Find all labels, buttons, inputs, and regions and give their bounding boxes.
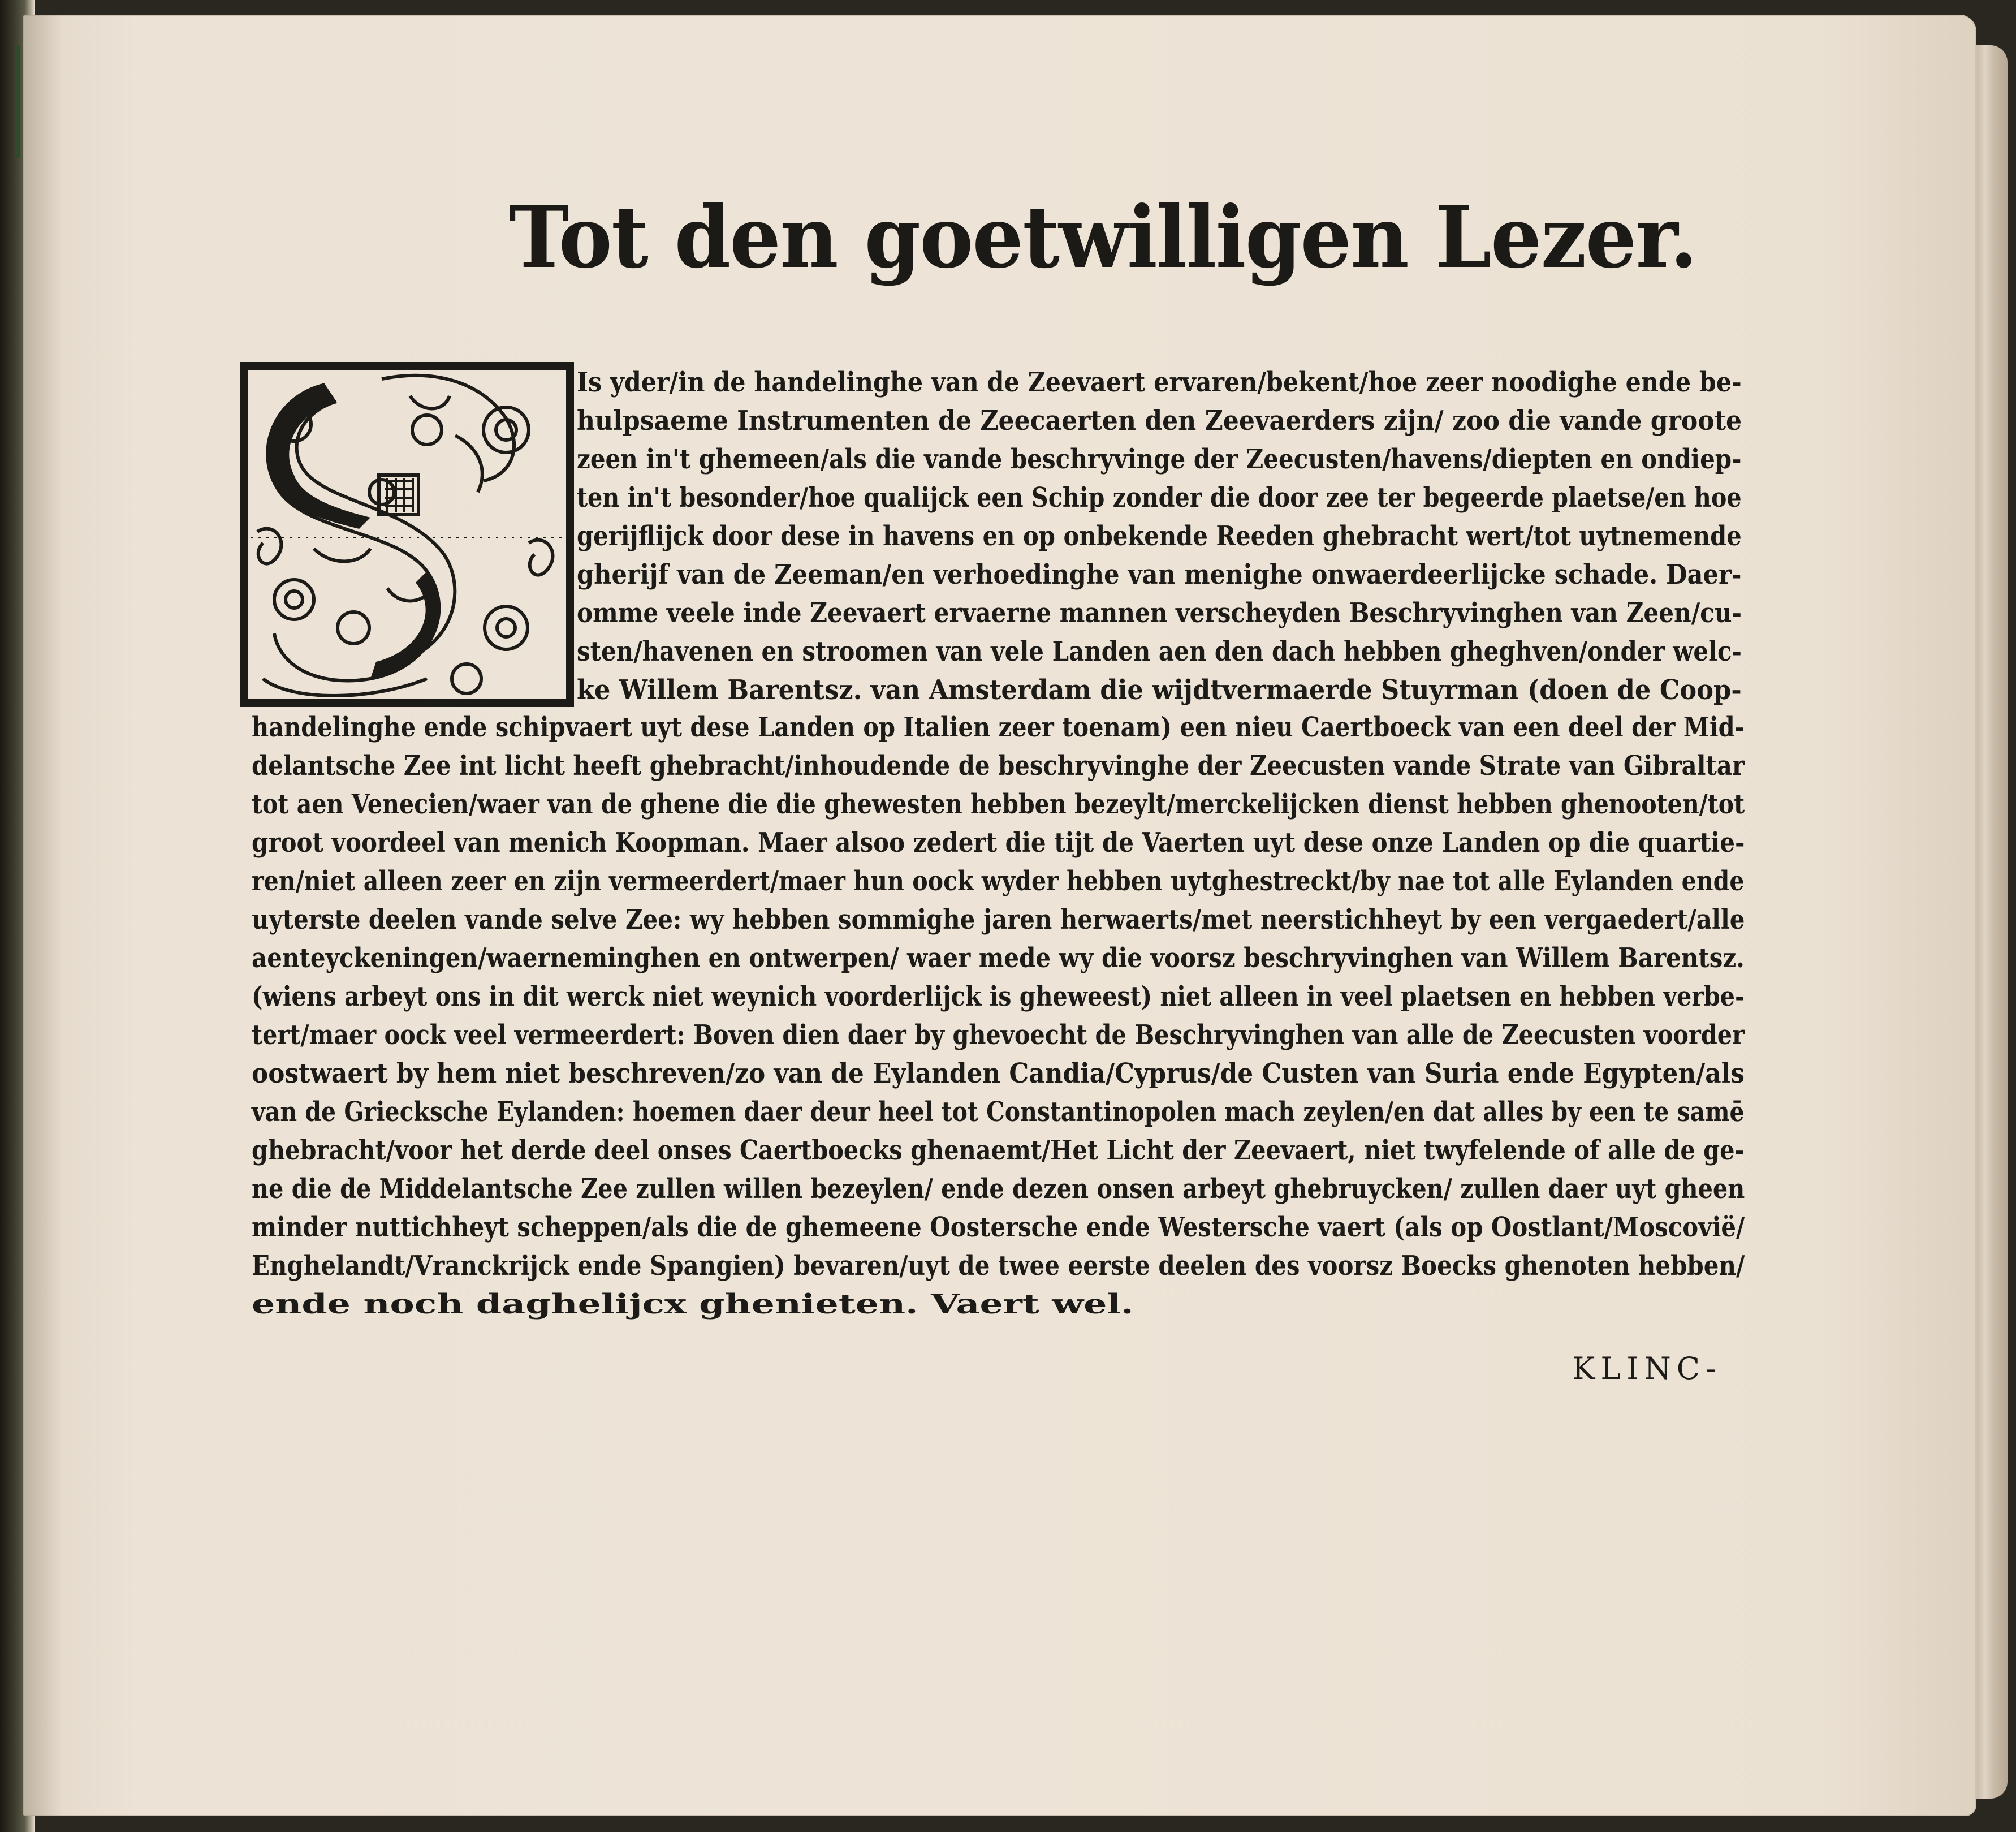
text-line: Enghelandt/Vranckrijck ende Spangien) bevaren/uyt de twee eerste deelen des voorsz Boecks ghenoten hebben/ [252,1250,1745,1282]
text-line: uyterste deelen vande selve Zee: wy hebben sommighe jaren herwaerts/met neerstichheyt by een vergaedert/alle [252,904,1745,936]
text-line: ende noch daghelijcx ghenieten. Vaert wel. [252,1288,1134,1320]
text-line: gherijf van de Zeeman/en verhoedinghe van menighe onwaerdeerlijcke schade. Daer- [577,559,1742,590]
text-line: minder nuttichheyt scheppen/als die de ghemeene Oostersche ende Westersche vaert (als op Oostlant/Moscovië/ [252,1212,1745,1243]
text-line: groot voordeel van menich Koopman. Maer alsoo zedert die tijt de Vaerten uyt dese onze Landen op die quartie- [252,827,1745,859]
text-line: ne die de Middelantsche Zee zullen willen bezeylen/ ende dezen onsen arbeyt ghebruycken/ zullen daer uyt gheen [252,1173,1745,1205]
text-line: ten in't besonder/hoe qualijck een Schip zonder die door zee ter begeerde plaetse/en hoe [577,482,1742,514]
text-line: handelinghe ende schipvaert uyt dese Landen op Italien zeer toenam) een nieu Caertboeck van een deel der Mid- [252,712,1745,743]
gutter-shadow [23,15,62,1816]
catchword: KLINC- [1572,1351,1722,1386]
paragraph-lower [252,708,1745,1324]
text-line: ren/niet alleen zeer en zijn vermeerdert/maer hun oock wyder hebben uytghestreckt/by nae tot alle Eylanden ende [252,865,1745,897]
text-line: omme veele inde Zeevaert ervaerne mannen verscheyden Beschryvinghen van Zeen/cu- [577,597,1742,629]
text-line: gerijflijck door dese in havens en op onbekende Reeden ghebracht wert/tot uytnemende [577,520,1742,552]
text-line: oostwaert by hem niet beschreven/zo van de Eylanden Candia/Cyprus/de Custen van Suria ende Egypten/als [252,1058,1745,1089]
text-line: hulpsaeme Instrumenten de Zeecaerten den Zeevaerders zijn/ zoo die vande groote [577,405,1742,437]
text-line: delantsche Zee int licht heeft ghebracht/inhoudende de beschryvinghe der Zeecusten vande Strate van Gibraltar [252,750,1745,782]
text-line: zeen in't ghemeen/als die vande beschryvinge der Zeecusten/havens/diepten en ondiep- [577,443,1742,475]
text-line: (wiens arbeyt ons in dit werck niet weynich voorderlijck is gheweest) niet alleen in veel plaetsen en hebben verbe- [252,981,1745,1012]
binding-thread [15,45,20,158]
text-line: aenteyckeningen/waerneminghen en ontwerpen/ waer mede wy die voorsz beschryvinghen van Willem Barentsz. [252,942,1745,974]
page-title: Tot den goetwilligen Lezer. [509,188,1697,287]
text-line: ghebracht/voor het derde deel onses Caertboecks ghenaemt/Het Licht der Zeevaert, niet twyfelende of alle de ge- [252,1135,1745,1166]
decorated-initial-letter [240,362,574,707]
text-line: sten/havenen en stroomen van vele Landen aen den dach hebben gheghven/onder welc- [577,636,1742,667]
text-line: tert/maer oock veel vermeerdert: Boven dien daer by ghevoecht de Beschryvinghen van alle de Zeecusten voorder [252,1019,1745,1051]
text-line: ke Willem Barentsz. van Amsterdam die wijdtvermaerde Stuyrman (doen de Coop- [577,674,1742,706]
text-line: Is yder/in de handelinghe van de Zeevaert ervaren/bekent/hoe zeer noodighe ende be- [577,367,1742,398]
paragraph-upper [577,363,1742,709]
text-line: van de Griecksche Eylanden: hoemen daer deur heel tot Constantinopolen mach zeylen/en dat alles by een te samē [252,1096,1745,1128]
text-line: tot aen Venecien/waer van de ghene die die ghewesten hebben bezeylt/merckelijcken dienst hebben ghenooten/tot [252,788,1745,820]
